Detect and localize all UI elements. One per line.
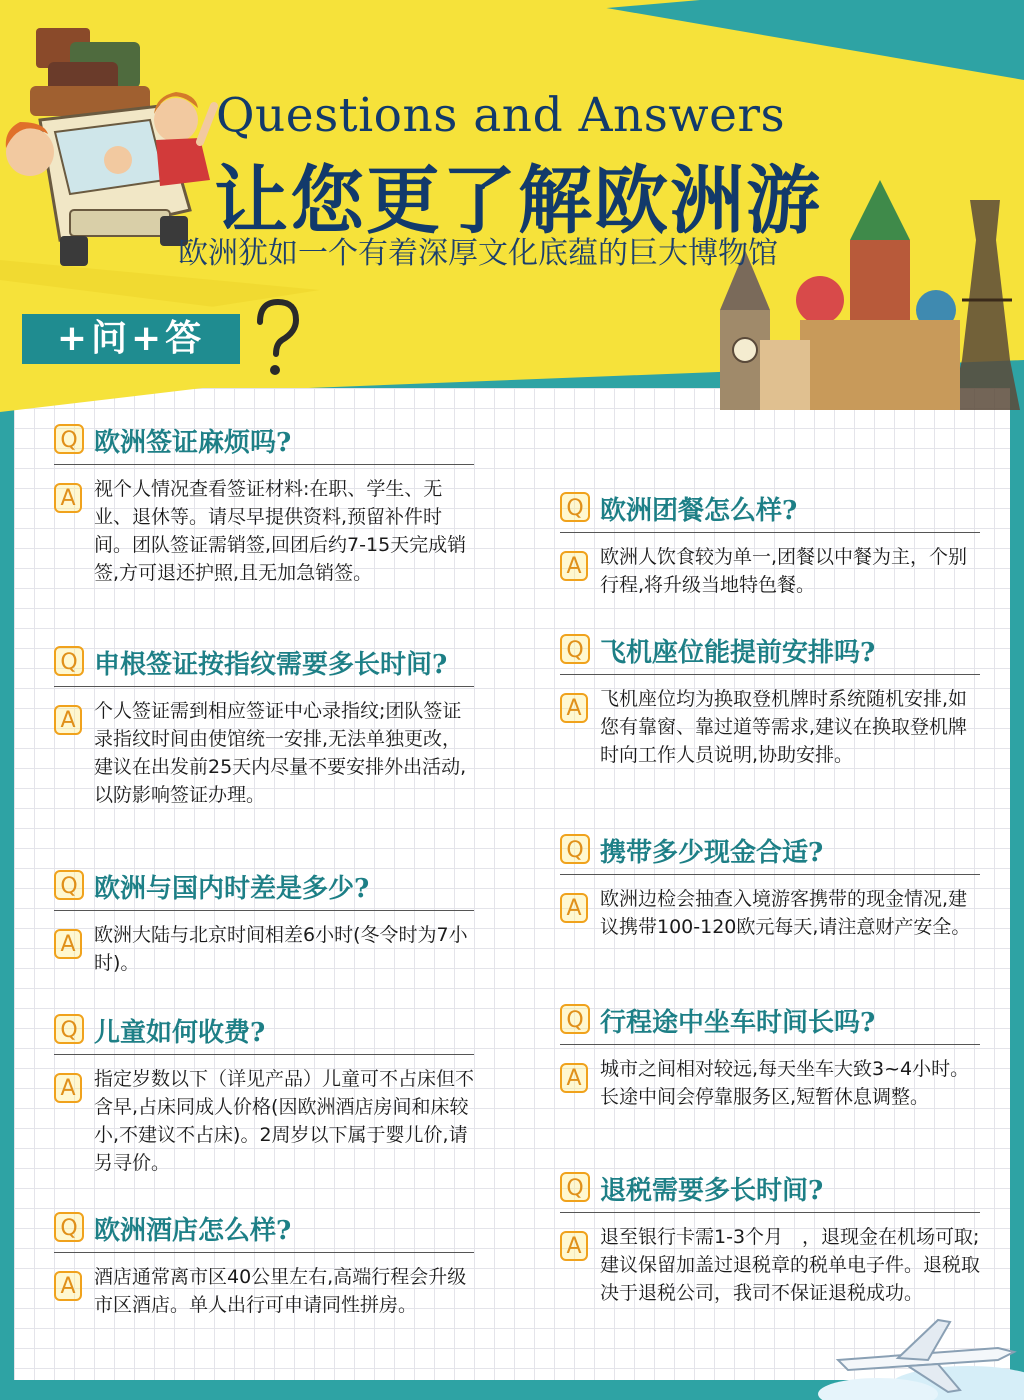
qa-left-4 bbox=[54, 1010, 474, 1177]
question-text: 欧洲酒店怎么样? bbox=[94, 1216, 292, 1246]
question-row bbox=[54, 866, 474, 911]
answer-text: 欧洲大陆与北京时间相差6小时(冬令时为7小时)。 bbox=[94, 924, 468, 974]
qa-right-3 bbox=[560, 830, 980, 941]
q-badge: Q bbox=[54, 646, 84, 676]
answer-text: 指定岁数以下（详见产品）儿童可不占床但不含早,占床同成人价格(因欧洲酒店房间和床较小,不建议不占床)。2周岁以下属于婴儿价,请另寻价。 bbox=[94, 1068, 475, 1174]
answer-text: 飞机座位均为换取登机牌时系统随机安排,如您有靠窗、靠过道等需求,建议在换取登机牌时向工作人员说明,协助安排。 bbox=[600, 688, 968, 766]
question-row bbox=[560, 830, 980, 875]
question-row bbox=[560, 1000, 980, 1045]
answer-text: 欧洲边检会抽查入境游客携带的现金情况,建议携带100-120欧元每天,请注意财产安全。 bbox=[600, 888, 971, 938]
question-text: 欧洲与国内时差是多少? bbox=[94, 874, 370, 904]
answer-text: 城市之间相对较远,每天坐车大致3~4小时。长途中间会停靠服务区,短暂休息调整。 bbox=[600, 1058, 970, 1108]
answer-row bbox=[54, 1253, 474, 1319]
answer-row bbox=[54, 465, 474, 587]
answer-text: 退至银行卡需1-3个月 ，退现金在机场可取;建议保留加盖过退税章的税单电子件。退税取决于退税公司，我司不保证退税成功。 bbox=[600, 1226, 981, 1304]
answer-row bbox=[560, 1045, 980, 1111]
question-row bbox=[54, 642, 474, 687]
question-text: 欧洲团餐怎么样? bbox=[600, 496, 798, 526]
title-chinese: 让您更了解欧洲游 bbox=[214, 158, 822, 244]
a-badge: A bbox=[54, 705, 82, 735]
qa-right-2 bbox=[560, 630, 980, 769]
question-text: 儿童如何收费? bbox=[94, 1018, 266, 1048]
qa-left-3 bbox=[54, 866, 474, 977]
answer-text: 欧洲人饮食较为单一,团餐以中餐为主，个别行程,将升级当地特色餐。 bbox=[600, 546, 968, 596]
q-badge: Q bbox=[54, 1212, 84, 1242]
question-row bbox=[54, 1010, 474, 1055]
question-row bbox=[54, 1208, 474, 1253]
q-badge: Q bbox=[560, 834, 590, 864]
question-text: 携带多少现金合适? bbox=[600, 838, 824, 868]
a-badge: A bbox=[560, 893, 588, 923]
answer-text: 个人签证需到相应签证中心录指纹;团队签证录指纹时间由使馆统一安排,无法单独更改，建议在出发前25天内尽量不要安排外出活动,以防影响签证办理。 bbox=[94, 700, 467, 806]
a-badge: A bbox=[54, 1271, 82, 1301]
q-badge: Q bbox=[560, 1172, 590, 1202]
question-text: 退税需要多长时间? bbox=[600, 1176, 824, 1206]
subtitle: 欧洲犹如一个有着深厚文化底蕴的巨大博物馆 bbox=[178, 236, 778, 271]
answer-row bbox=[54, 1055, 474, 1177]
question-row bbox=[54, 420, 474, 465]
q-badge: Q bbox=[560, 1004, 590, 1034]
answer-row bbox=[54, 911, 474, 977]
qa-left-5 bbox=[54, 1208, 474, 1319]
answer-row bbox=[560, 675, 980, 769]
a-badge: A bbox=[560, 693, 588, 723]
qa-left-2 bbox=[54, 642, 474, 809]
question-text: 申根签证按指纹需要多长时间? bbox=[94, 650, 448, 680]
qa-left-1 bbox=[54, 420, 474, 587]
answer-row bbox=[54, 687, 474, 809]
qa-right-1 bbox=[560, 488, 980, 599]
question-row bbox=[560, 630, 980, 675]
question-row bbox=[560, 488, 980, 533]
qa-tag: +问+答 bbox=[22, 314, 240, 364]
question-text: 行程途中坐车时间长吗? bbox=[600, 1008, 876, 1038]
q-badge: Q bbox=[54, 424, 84, 454]
answer-row bbox=[560, 1213, 980, 1307]
airplane-illustration bbox=[818, 1300, 1024, 1400]
a-badge: A bbox=[54, 929, 82, 959]
question-mark-icon bbox=[248, 296, 304, 380]
a-badge: A bbox=[560, 1063, 588, 1093]
question-text: 欧洲签证麻烦吗? bbox=[94, 428, 292, 458]
title-english: Questions and Answers bbox=[216, 88, 786, 143]
question-text: 飞机座位能提前安排吗? bbox=[600, 638, 876, 668]
q-badge: Q bbox=[54, 870, 84, 900]
a-badge: A bbox=[560, 1231, 588, 1261]
answer-row bbox=[560, 875, 980, 941]
qa-right-4 bbox=[560, 1000, 980, 1111]
qa-right-5 bbox=[560, 1168, 980, 1307]
answer-text: 视个人情况查看签证材料:在职、学生、无业、退休等。请尽早提供资料,预留补件时间。团队签证需销签,回团后约7-15天完成销签,方可退还护照,且无加急销签。 bbox=[94, 478, 467, 584]
answer-row bbox=[560, 533, 980, 599]
q-badge: Q bbox=[54, 1014, 84, 1044]
answer-text: 酒店通常离市区40公里左右,高端行程会升级市区酒店。单人出行可申请同性拼房。 bbox=[94, 1266, 467, 1316]
q-badge: Q bbox=[560, 634, 590, 664]
q-badge: Q bbox=[560, 492, 590, 522]
question-row bbox=[560, 1168, 980, 1213]
a-badge: A bbox=[54, 1073, 82, 1103]
a-badge: A bbox=[560, 551, 588, 581]
a-badge: A bbox=[54, 483, 82, 513]
